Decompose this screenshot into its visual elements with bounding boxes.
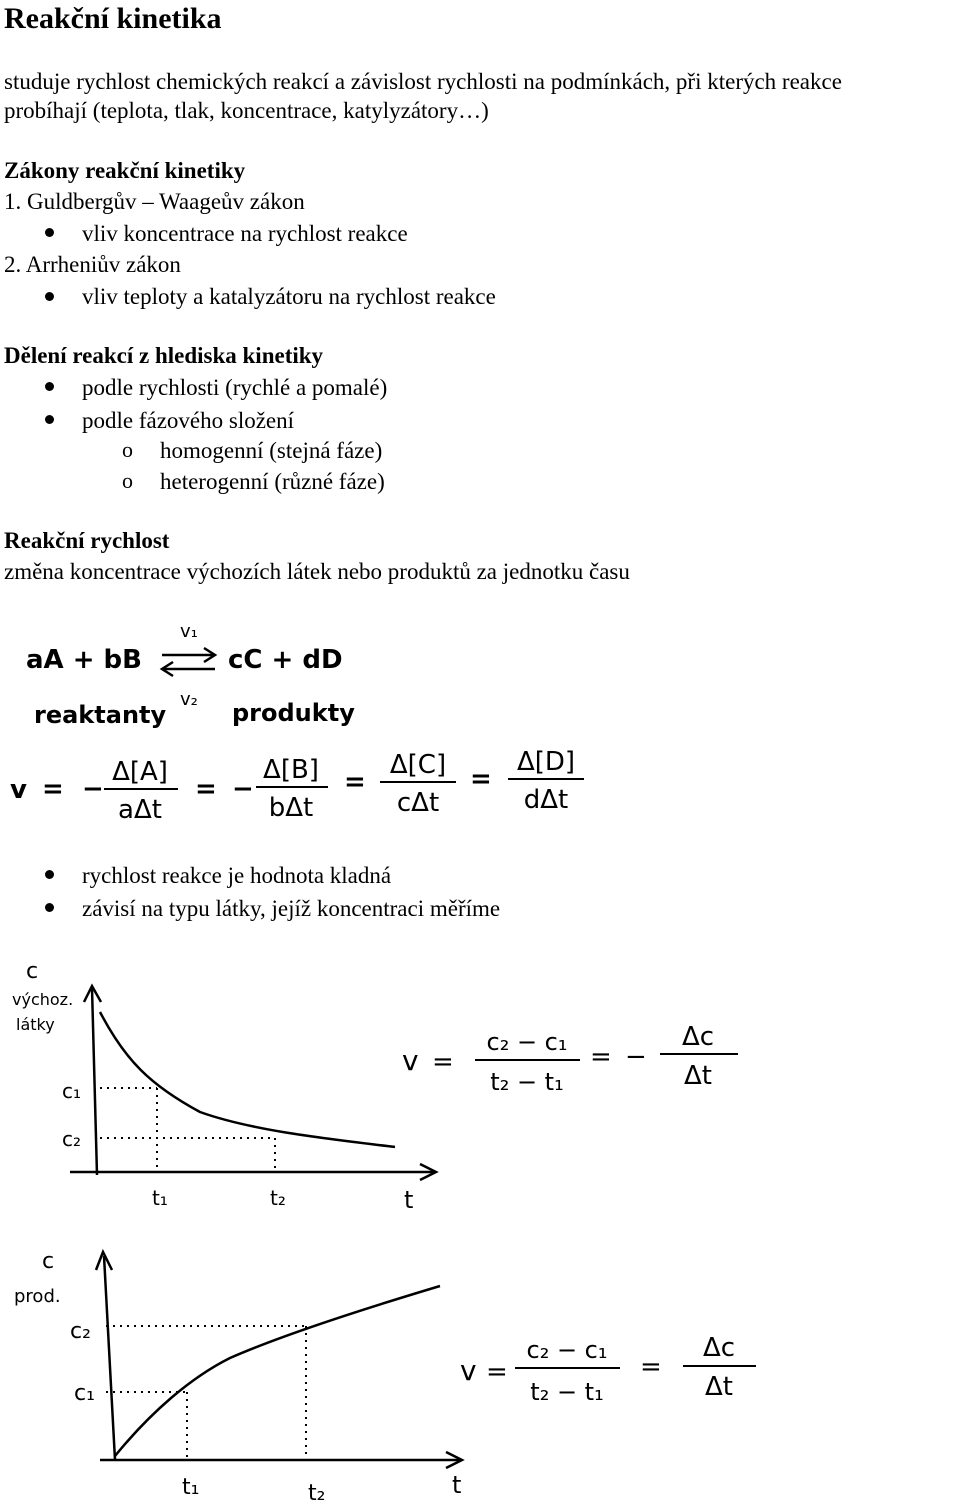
- graph1-formula-minus: −: [625, 1042, 647, 1072]
- graph2-formula-dden: Δt: [705, 1372, 733, 1402]
- laws-heading: Zákony reakční kinetiky: [4, 158, 246, 183]
- bullet: [45, 870, 54, 879]
- reaction-equation-figure: [0, 615, 960, 840]
- graph1-t: t: [404, 1186, 414, 1214]
- graph-reactant-decay: [0, 950, 960, 1220]
- numerator-c: Δ[C]: [389, 750, 447, 780]
- graph1-t2: t₂: [270, 1186, 286, 1210]
- graph2-formula-dnum: Δc: [702, 1333, 736, 1363]
- reaction-left: aA + bB: [26, 645, 142, 675]
- graph1-formula-denominator: t₂ − t₁: [490, 1068, 564, 1096]
- division-subitem-2: heterogenní (různé fáze): [160, 469, 385, 494]
- graph1-ylabel-2: výchoz.: [12, 990, 74, 1009]
- graph1-ylabel-c: c: [26, 959, 39, 984]
- graph2-ylabel-c: c: [42, 1249, 55, 1274]
- division-subitem-1: homogenní (stejná fáze): [160, 438, 383, 463]
- graph1-y-axis: [92, 988, 97, 1175]
- page-title: Reakční kinetika: [4, 2, 222, 35]
- division-item-2: podle fázového složení: [82, 408, 295, 433]
- equals: =: [470, 764, 492, 794]
- graph1-curve: [100, 1012, 395, 1147]
- intro-line-1: studuje rychlost chemických reakcí a závislost rychlosti na podmínkách, při kterých reakce: [4, 69, 842, 94]
- minus-sign: −: [232, 774, 254, 804]
- graph1-c1: c₁: [62, 1079, 82, 1103]
- products-label: produkty: [232, 699, 355, 727]
- reaction-right: cC + dD: [228, 645, 343, 675]
- graph2-t1: t₁: [182, 1475, 200, 1500]
- numerator-a: Δ[A]: [112, 757, 168, 787]
- intro-line-2: probíhají (teplota, tlak, koncentrace, katylyzátory…): [4, 98, 489, 123]
- sub-marker: o: [122, 437, 133, 462]
- minus-sign: −: [82, 774, 104, 804]
- law-2-bullet: vliv teploty a katalyzátoru na rychlost reakce: [82, 284, 496, 309]
- law-2: 2. Arrheniův zákon: [4, 252, 181, 277]
- law-1-bullet: vliv koncentrace na rychlost reakce: [82, 221, 408, 246]
- graph2-y-axis: [104, 1256, 115, 1460]
- graph1-formula-numerator: c₂ − c₁: [486, 1028, 568, 1056]
- rate-definition: změna koncentrace výchozích látek nebo produktů za jednotku času: [4, 559, 630, 584]
- graph1-formula-v: v: [402, 1044, 419, 1077]
- graph2-t: t: [452, 1471, 462, 1499]
- graph2-formula-eq: =: [486, 1357, 508, 1387]
- division-item-1: podle rychlosti (rychlé a pomalé): [82, 375, 388, 400]
- graph1-ylabel-3: látky: [16, 1015, 55, 1034]
- graph1-t1: t₁: [152, 1186, 168, 1210]
- bullet: [45, 903, 54, 912]
- sub-marker: o: [122, 468, 133, 493]
- denominator-b: bΔt: [268, 793, 314, 823]
- bullet: [45, 382, 54, 391]
- graph1-c2: c₂: [62, 1127, 82, 1151]
- graph1-formula-eq: =: [432, 1047, 454, 1077]
- bullet: [45, 292, 54, 301]
- graph1-formula-eq2: =: [590, 1042, 612, 1072]
- graph1-formula-dnum: Δc: [681, 1022, 715, 1052]
- division-heading: Dělení reakcí z hlediska kinetiky: [4, 343, 324, 368]
- equals: =: [344, 767, 366, 797]
- v-symbol: v: [10, 775, 27, 805]
- graph2-formula-eq2: =: [640, 1352, 662, 1382]
- denominator-c: cΔt: [396, 788, 440, 818]
- bullet: [45, 228, 54, 237]
- equals: =: [42, 774, 64, 804]
- graph-product-growth: [0, 1238, 960, 1508]
- graph2-c1: c₁: [74, 1381, 95, 1406]
- graph2-formula-denominator: t₂ − t₁: [530, 1378, 604, 1406]
- graph2-formula-numerator: c₂ − c₁: [526, 1336, 608, 1364]
- graph1-formula-dden: Δt: [684, 1061, 712, 1091]
- graph2-curve: [115, 1286, 440, 1456]
- v1-label: v₁: [180, 621, 198, 642]
- note-1: rychlost reakce je hodnota kladná: [82, 863, 392, 888]
- graph2-c2: c₂: [70, 1319, 91, 1344]
- bullet: [45, 415, 54, 424]
- denominator-d: dΔt: [523, 785, 569, 815]
- denominator-a: aΔt: [118, 795, 162, 825]
- note-2: závisí na typu látky, jejíž koncentraci měříme: [82, 896, 501, 921]
- graph2-formula-v: v: [460, 1354, 477, 1387]
- graph2-t2: t₂: [308, 1481, 326, 1506]
- reactants-label: reaktanty: [34, 701, 167, 729]
- equals: =: [195, 774, 217, 804]
- v2-label: v₂: [180, 689, 198, 710]
- rate-heading: Reakční rychlost: [4, 528, 170, 553]
- numerator-d: Δ[D]: [516, 747, 576, 777]
- numerator-b: Δ[B]: [263, 755, 319, 785]
- graph2-ylabel-2: prod.: [14, 1286, 61, 1307]
- law-1: 1. Guldbergův – Waageův zákon: [4, 189, 305, 214]
